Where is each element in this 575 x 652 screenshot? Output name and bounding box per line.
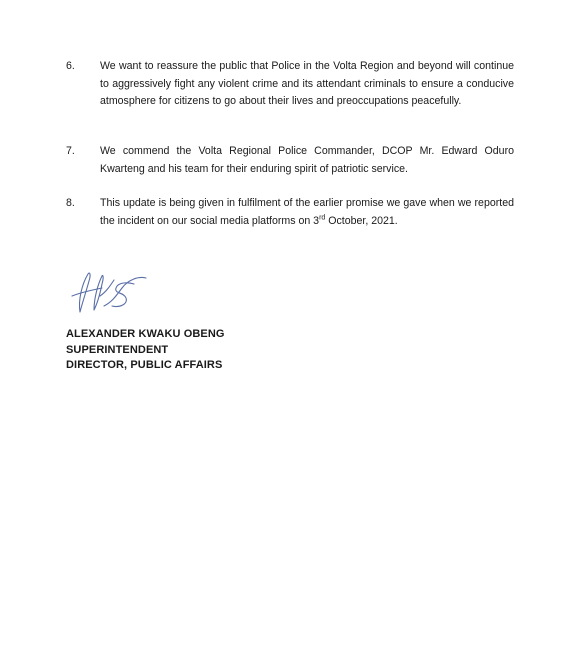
ordinal-suffix: rd — [319, 214, 326, 222]
signatory-block — [66, 327, 225, 374]
numbered-paragraph-7 — [66, 143, 514, 178]
numbered-paragraph-6 — [66, 58, 514, 111]
paragraph-text-main: This update is being given in fulfilment of the earlier promise we gave when we reported the incident on our social media platforms on 3 — [100, 197, 514, 227]
paragraph-text — [100, 195, 514, 230]
handwritten-signature — [62, 266, 152, 320]
signatory-rank: SUPERINTENDENT — [66, 343, 169, 356]
paragraph-text-end: October, 2021. — [325, 214, 398, 227]
paragraph-number: 8. — [66, 197, 75, 209]
paragraph-number: 7. — [66, 145, 75, 157]
signatory-position: DIRECTOR, PUBLIC AFFAIRS — [66, 359, 223, 371]
paragraph-text: We want to reassure the public that Police in the Volta Region and beyond will continue to aggressively fight any violent crime and its attendant criminals to ensure a conducive atmosphere for citizens to go about their lives and preoccupations peacefully. — [100, 60, 514, 108]
signatory-name: ALEXANDER KWAKU OBENG — [66, 328, 225, 340]
paragraph-number: 6. — [66, 60, 75, 72]
numbered-paragraph-8 — [66, 195, 514, 230]
paragraph-text: We commend the Volta Regional Police Commander, DCOP Mr. Edward Oduro Kwarteng and his team for their enduring spirit of patriotic service. — [100, 145, 514, 175]
